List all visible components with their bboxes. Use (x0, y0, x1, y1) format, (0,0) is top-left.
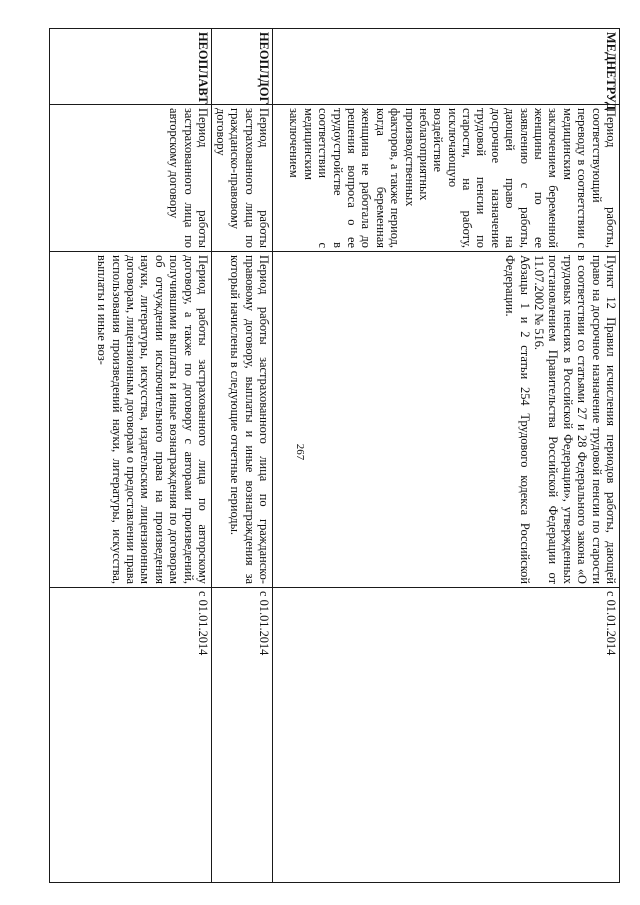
row-date: с 01.01.2014 (212, 588, 273, 883)
table-row (273, 29, 620, 883)
basis-paragraph: Пункт 12 Правил исчисления периодов работы, дающей право на досрочное назначение трудовой пенсии по старости в соответствии со статьями 27 и 28 Федерального закона «О трудовых пенсиях в Российской Федерации», утвержденных постановлением Правительства Российской Федерации от 11.07.2002 № 516. (532, 255, 618, 584)
table-row (212, 29, 273, 883)
basis-paragraph: Период работы застрахованного лица по авторскому договору, а также по договору с авторами произведений, получившими выплаты и иные вознаграждения по договорам об отчуждении исключительного права на произведения науки, литературы, искусства, издательским лицензионным договорам, лицензионным договорам о предоставлении права использования произведений науки, литературы, искусства, выплаты и иные воз- (95, 255, 210, 584)
row-code: НЕОПЛАВТ (50, 29, 212, 105)
row-date: с 01.01.2014 (273, 588, 620, 883)
row-condition: Период работы застрахованного лица по гражданско-правовому договору (212, 105, 273, 252)
codes-table (49, 28, 620, 883)
table-row (50, 29, 212, 883)
row-code: НЕОПЛДОГ (212, 29, 273, 105)
row-condition: Период работы застрахованного лица по авторскому договору (50, 105, 212, 252)
row-basis (50, 252, 212, 588)
row-condition: Период работы, соответствующий переводу в соответствии с медицинским заключением беременной женщины по ее заявлению с работы, дающей право на досрочное назначение трудовой пенсии по старости, на работу, исключающую воздействие неблагоприятных производственных факторов, а также период, когда беременная женщина не работала до решения вопроса о ее трудоустройстве в соответствии с медицинским заключением (273, 105, 620, 252)
basis-paragraph: Абзацы 1 и 2 статьи 254 Трудового кодекса Российской Федерации. (503, 255, 532, 584)
row-date: с 01.01.2014 (50, 588, 212, 883)
row-basis (212, 252, 273, 588)
row-basis (273, 252, 620, 588)
page-number: 267 (294, 443, 306, 461)
row-code: МЕДНЕТРУД (273, 29, 620, 105)
basis-paragraph: Период работы застрахованного лица по гражданско-правовому договору, выплаты и иные вознаграждения за который начислены в следующие отчетные периоды. (228, 255, 271, 584)
rotated-table-frame (49, 28, 620, 882)
